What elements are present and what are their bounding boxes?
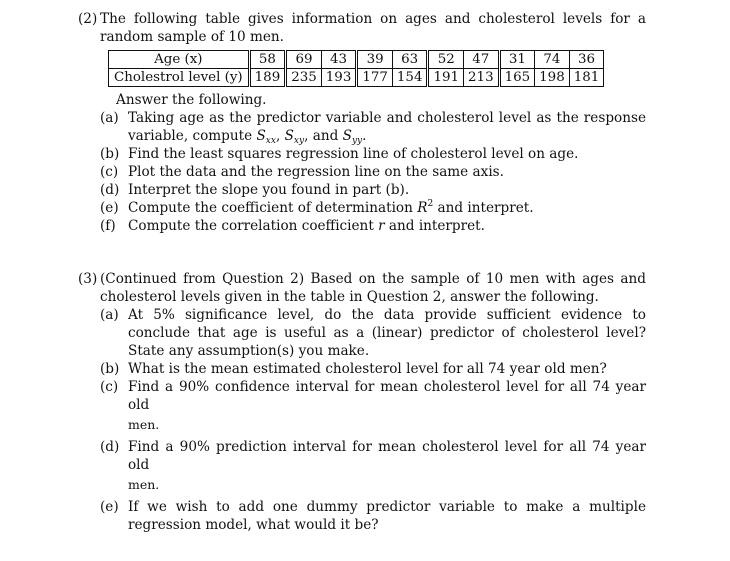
item-text: Interpret the slope you found in part (b). <box>128 182 410 198</box>
item-label: (e) <box>100 499 119 515</box>
item-text: and interpret. <box>433 200 534 216</box>
list-item <box>100 181 646 199</box>
table-cell: 193 <box>321 69 357 87</box>
table-cell: 63 <box>392 51 428 69</box>
item-text: and interpret. <box>384 218 485 234</box>
table-cell: 74 <box>535 51 570 69</box>
list-item <box>100 378 646 434</box>
age-cholesterol-table <box>108 50 604 87</box>
item-text: Find a 90% confidence interval for mean cholesterol level for all 74 year old <box>128 379 646 413</box>
table-cell: 198 <box>535 69 570 87</box>
table-cell: 189 <box>249 69 286 87</box>
item-text: Plot the data and the regression line on the same axis. <box>128 164 504 180</box>
question-2-number: (2) <box>78 11 98 27</box>
item-text: What is the mean estimated cholesterol level for all 74 year old men? <box>128 361 607 377</box>
table-cell: 31 <box>499 51 535 69</box>
table-cell: 58 <box>249 51 286 69</box>
math-symbol: R <box>417 200 428 216</box>
item-text: , and <box>304 128 343 144</box>
item-label: (d) <box>100 439 120 455</box>
math-subscript: yy <box>351 136 363 146</box>
question-3-intro: (Continued from Question 2) Based on the sample of 10 men with ages and cholesterol levels given in the table in Question 2, answer the following. <box>100 271 646 305</box>
item-label: (a) <box>100 307 119 323</box>
item-text-tail: men. <box>128 417 160 432</box>
table-cell: 36 <box>569 51 604 69</box>
table-cell: 69 <box>286 51 322 69</box>
question-2-intro: The following table gives information on ages and cholesterol levels for a random sample of 10 men. <box>100 11 646 45</box>
item-text-tail: men. <box>128 477 160 492</box>
item-text: Compute the coefficient of determination <box>128 200 418 216</box>
item-text: Find a 90% prediction interval for mean cholesterol level for all 74 year old <box>128 439 646 473</box>
row-label-cholesterol: Cholestrol level (y) <box>109 69 250 87</box>
question-2 <box>78 10 646 235</box>
math-symbol: S <box>284 128 294 144</box>
math-symbol: S <box>342 128 352 144</box>
item-label: (c) <box>100 164 119 180</box>
math-superscript: 2 <box>427 199 434 209</box>
table-cell: 43 <box>321 51 357 69</box>
table-cell: 181 <box>569 69 604 87</box>
question-3-items <box>100 306 646 534</box>
item-label: (c) <box>100 379 119 395</box>
list-item <box>100 306 646 360</box>
question-3 <box>78 270 646 534</box>
item-label: (f) <box>100 218 116 234</box>
math-subscript: xx <box>265 136 276 146</box>
item-text: Find the least squares regression line of cholesterol level on age. <box>128 146 579 162</box>
list-item <box>100 438 646 494</box>
math-subscript: xy <box>293 136 305 146</box>
table-row-age <box>109 51 604 69</box>
list-item <box>100 145 646 163</box>
list-item <box>100 199 646 217</box>
table-cell: 191 <box>428 69 464 87</box>
table-cell: 52 <box>428 51 464 69</box>
item-text: If we wish to add one dummy predictor variable to make a multiple regression model, what would it be? <box>128 499 646 533</box>
row-label-age: Age (x) <box>109 51 250 69</box>
item-text: At 5% significance level, do the data provide sufficient evidence to conclude that age is useful as a (linear) predictor of cholesterol level? State any assumption(s) you make. <box>128 307 646 359</box>
item-label: (e) <box>100 200 119 216</box>
item-text: Taking age as the predictor variable and cholesterol level as the response variable, compute <box>128 110 646 144</box>
list-item <box>100 498 646 534</box>
question-3-number: (3) <box>78 271 98 287</box>
math-symbol: r <box>378 218 385 234</box>
item-text: . <box>362 128 367 144</box>
table-cell: 154 <box>392 69 428 87</box>
math-symbol: S <box>256 128 266 144</box>
table-cell: 39 <box>357 51 393 69</box>
answer-prompt: Answer the following. <box>116 92 267 108</box>
list-item <box>100 109 646 145</box>
table-row-cholesterol <box>109 69 604 87</box>
table-cell: 177 <box>357 69 393 87</box>
list-item <box>100 163 646 181</box>
item-label: (d) <box>100 182 120 198</box>
table-cell: 165 <box>499 69 535 87</box>
list-item <box>100 217 646 235</box>
question-2-items <box>100 109 646 235</box>
item-text: , <box>275 128 285 144</box>
item-label: (b) <box>100 361 120 377</box>
table-cell: 47 <box>464 51 500 69</box>
item-text: Compute the correlation coefficient <box>128 218 379 234</box>
list-item <box>100 360 646 378</box>
table-cell: 235 <box>286 69 322 87</box>
item-label: (b) <box>100 146 120 162</box>
item-label: (a) <box>100 110 119 126</box>
table-cell: 213 <box>464 69 500 87</box>
